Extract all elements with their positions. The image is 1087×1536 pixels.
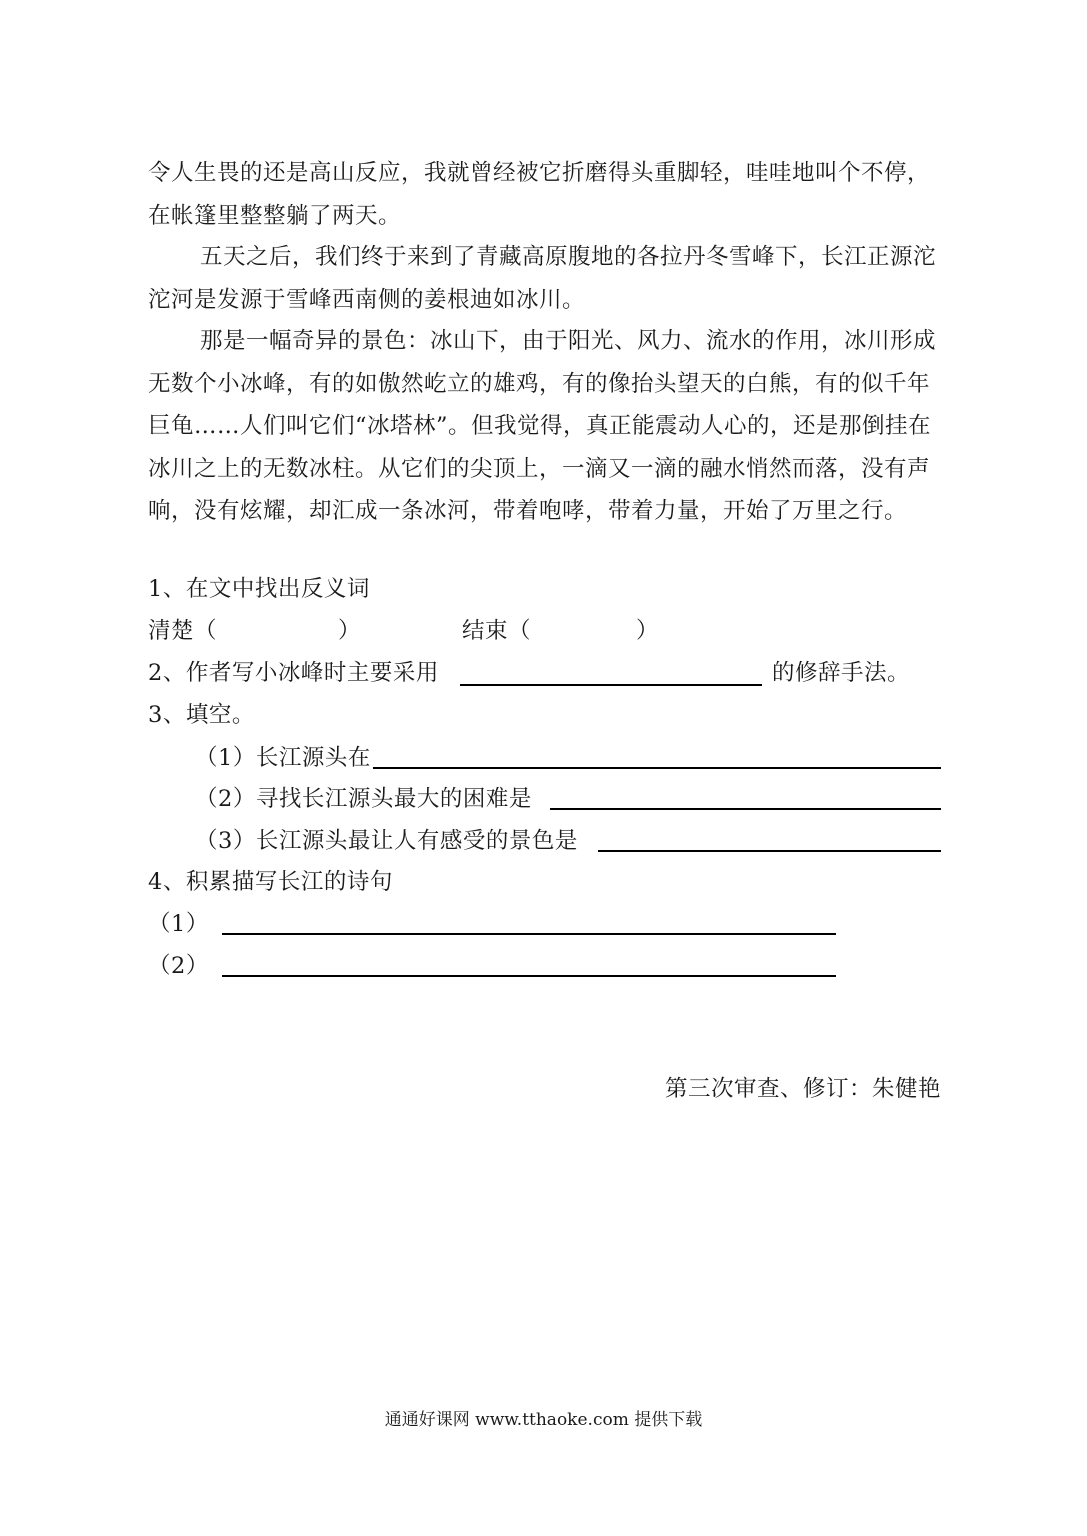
question-3-answer-line-1[interactable] <box>373 767 941 769</box>
question-3-sub-1: （1）长江源头在 <box>195 745 371 771</box>
antonym-1-label: 清楚（ <box>148 618 218 644</box>
reviewer-signature: 第三次审查、修订：朱健艳 <box>664 1076 941 1102</box>
question-3-answer-line-3[interactable] <box>598 850 941 852</box>
question-3-text: 3、填空。 <box>148 702 255 728</box>
question-3-sub-2: （2）寻找长江源头最大的困难是 <box>195 786 532 812</box>
question-3-sub-3: （3）长江源头最让人有感受的景色是 <box>195 828 578 854</box>
question-2-text: 2、作者写小冰峰时主要采用 <box>148 660 439 686</box>
page-footer: 通通好课网 www.tthaoke.com 提供下载 <box>384 1410 703 1430</box>
antonym-2-label: 结束（ <box>462 618 532 644</box>
question-2-answer-line[interactable] <box>460 684 762 686</box>
question-4-answer-line-2[interactable] <box>222 975 836 977</box>
question-4-answer-line-1[interactable] <box>222 933 836 935</box>
passage-paragraph-2: 五天之后，我们终于来到了青藏高原腹地的各拉丹冬雪峰下，长江正源沱沱河是发源于雪峰西南侧的姜根迪如冰川。 <box>148 244 937 313</box>
question-4-text: 4、积累描写长江的诗句 <box>148 869 393 895</box>
question-3-answer-line-2[interactable] <box>550 808 941 810</box>
passage-paragraph-1: 令人生畏的还是高山反应，我就曾经被它折磨得头重脚轻，哇哇地叫个不停，在帐篷里整整躺了两天。 <box>148 160 931 229</box>
question-4-sub-1: （1） <box>148 911 209 937</box>
question-1-text: 1、在文中找出反义词 <box>148 576 370 602</box>
question-2-suffix: 的修辞手法。 <box>772 660 911 686</box>
passage-paragraph-3: 那是一幅奇异的景色：冰山下，由于阳光、风力、流水的作用，冰川形成无数个小冰峰，有的如傲然屹立的雄鸡，有的像抬头望天的白熊，有的似千年巨龟……人们叫它们“冰塔林”。但我觉得，真正能震动人心的，还是那倒挂在冰川之上的无数冰柱。从它们的尖顶上，一滴又一滴的融水悄然而落，没有声响，没有炫耀，却汇成一条冰河，带着咆哮，带着力量，开始了万里之行。 <box>148 328 937 524</box>
antonym-2-close: ） <box>636 618 660 644</box>
question-4-sub-2: （2） <box>148 953 209 979</box>
antonym-1-close: ） <box>338 618 362 644</box>
